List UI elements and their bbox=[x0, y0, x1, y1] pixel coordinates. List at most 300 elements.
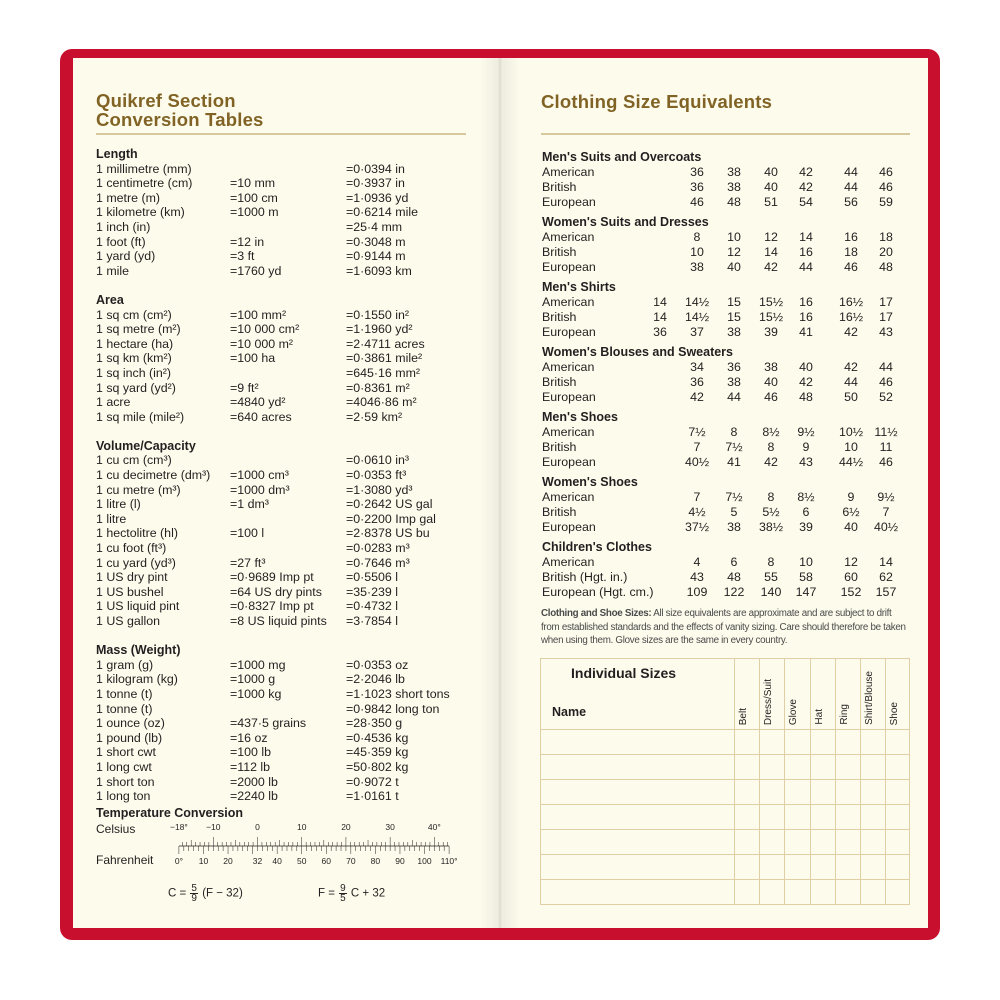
size-value: 40 bbox=[764, 375, 778, 389]
equivalent-cell: =10 mm bbox=[230, 176, 276, 191]
fahrenheit-tick-label: 100 bbox=[417, 856, 432, 866]
conversion-row bbox=[96, 541, 476, 556]
size-value: 36 bbox=[690, 180, 704, 194]
conversion-row bbox=[96, 453, 476, 468]
unit-cell: 1 US liquid pint bbox=[96, 599, 180, 614]
size-value: 9½ bbox=[877, 490, 895, 504]
size-value: 14 bbox=[653, 295, 667, 309]
size-value: 48 bbox=[727, 195, 741, 209]
clothing-group bbox=[542, 540, 910, 600]
size-value: 58 bbox=[799, 570, 813, 584]
formula-c-suffix: (F − 32) bbox=[202, 887, 243, 900]
fahrenheit-tick-label: 32 bbox=[252, 856, 263, 866]
formula-f-denominator: 5 bbox=[340, 893, 346, 904]
clothing-title: Clothing Size Equivalents bbox=[541, 91, 773, 112]
size-system-label: British bbox=[542, 180, 577, 194]
clothing-group bbox=[542, 345, 910, 405]
size-value: 59 bbox=[879, 195, 893, 209]
size-column-header bbox=[860, 659, 885, 729]
size-value: 6 bbox=[802, 505, 810, 519]
size-value: 15½ bbox=[758, 310, 784, 324]
size-value: 40 bbox=[764, 165, 778, 179]
size-row bbox=[542, 425, 910, 440]
size-value: 41 bbox=[727, 455, 741, 469]
size-column-label: Shoe bbox=[889, 701, 901, 725]
size-value: 40 bbox=[727, 260, 741, 274]
size-value: 14½ bbox=[684, 295, 710, 309]
conversion-row bbox=[96, 702, 476, 717]
conversion-section bbox=[96, 643, 476, 804]
formula-f-numerator: 9 bbox=[340, 883, 346, 894]
size-row bbox=[542, 505, 910, 520]
unit-cell: 1 sq mile (mile²) bbox=[96, 409, 185, 424]
size-value: 50 bbox=[844, 390, 858, 404]
size-value: 15½ bbox=[758, 295, 784, 309]
size-value: 44 bbox=[844, 375, 858, 389]
equivalent-cell: =1000 dm³ bbox=[230, 482, 290, 497]
size-value: 42 bbox=[844, 325, 858, 339]
size-value: 16 bbox=[799, 245, 813, 259]
conversion-tables bbox=[96, 147, 476, 818]
grid-row-line bbox=[541, 754, 909, 755]
size-column-label: Glove bbox=[788, 698, 800, 725]
unit-cell: 1 US bushel bbox=[96, 584, 164, 599]
conversion-row bbox=[96, 235, 476, 250]
conversion-row bbox=[96, 745, 476, 760]
size-row bbox=[542, 490, 910, 505]
size-value: 46 bbox=[764, 390, 778, 404]
conversion-row bbox=[96, 570, 476, 585]
conversion-cell: =35·239 l bbox=[346, 584, 399, 599]
size-value: 48 bbox=[879, 260, 893, 274]
celsius-tick-label: 10 bbox=[296, 822, 307, 832]
size-value: 12 bbox=[844, 555, 858, 569]
size-value: 18 bbox=[844, 245, 858, 259]
size-value: 46 bbox=[879, 180, 893, 194]
size-value: 44 bbox=[879, 360, 893, 374]
size-row bbox=[542, 360, 910, 375]
conversion-row bbox=[96, 395, 476, 410]
unit-cell: 1 sq metre (m²) bbox=[96, 322, 181, 337]
celsius-tick-label: 30 bbox=[385, 822, 395, 832]
size-system-label: British bbox=[542, 310, 577, 324]
size-column-label: Dress/Suit bbox=[763, 678, 775, 725]
size-value: 14 bbox=[653, 310, 667, 324]
size-value: 40½ bbox=[684, 455, 710, 469]
formula-c-denominator: 9 bbox=[191, 893, 197, 904]
unit-cell: 1 sq cm (cm²) bbox=[96, 307, 172, 322]
size-value: 42 bbox=[764, 455, 778, 469]
size-value: 14 bbox=[799, 230, 813, 244]
size-value: 7 bbox=[882, 505, 890, 519]
size-value: 14 bbox=[764, 245, 778, 259]
unit-cell: 1 litre (l) bbox=[96, 497, 141, 512]
conversion-row bbox=[96, 760, 476, 775]
size-value: 44 bbox=[727, 390, 741, 404]
fahrenheit-tick-label: 60 bbox=[321, 856, 331, 866]
size-value: 37½ bbox=[684, 520, 710, 534]
grid-row-line bbox=[541, 904, 909, 905]
unit-cell: 1 cu cm (cm³) bbox=[96, 453, 172, 468]
individual-sizes-title: Individual Sizes bbox=[571, 665, 677, 681]
size-value: 38 bbox=[764, 360, 778, 374]
fahrenheit-label: Fahrenheit bbox=[96, 853, 154, 867]
conversion-row bbox=[96, 658, 476, 673]
size-value: 20 bbox=[879, 245, 893, 259]
clothing-group bbox=[542, 280, 910, 340]
celsius-formula bbox=[168, 884, 243, 903]
unit-cell: 1 short ton bbox=[96, 774, 155, 789]
conversion-cell: =2·2046 lb bbox=[346, 672, 405, 687]
size-value: 10 bbox=[727, 230, 741, 244]
size-value: 42 bbox=[799, 165, 813, 179]
size-value: 16 bbox=[799, 310, 813, 324]
size-column-header bbox=[810, 659, 835, 729]
size-system-label: European bbox=[542, 455, 596, 469]
equivalent-cell: =0·9689 Imp pt bbox=[230, 570, 314, 585]
conversion-cell: =1·1023 short tons bbox=[346, 686, 450, 701]
equivalent-cell: =27 ft³ bbox=[230, 555, 266, 570]
equivalent-cell: =2240 lb bbox=[230, 789, 278, 804]
size-value: 46 bbox=[879, 455, 893, 469]
size-system-label: European bbox=[542, 325, 596, 339]
unit-cell: 1 sq yard (yd²) bbox=[96, 380, 176, 395]
conversion-cell: =0·3048 m bbox=[346, 234, 406, 249]
celsius-tick-label: 20 bbox=[341, 822, 351, 832]
size-value: 52 bbox=[879, 390, 893, 404]
conversion-cell: =0·9144 m bbox=[346, 249, 406, 264]
section-heading: Length bbox=[96, 147, 138, 161]
grid-row-line bbox=[541, 879, 909, 880]
temperature-conversion bbox=[96, 806, 476, 916]
size-value: 10 bbox=[690, 245, 704, 259]
size-system-label: European bbox=[542, 520, 596, 534]
size-value: 4 bbox=[693, 555, 701, 569]
conversion-cell: =0·6214 mile bbox=[346, 205, 418, 220]
fahrenheit-tick-label: 0° bbox=[174, 856, 183, 866]
size-system-label: British bbox=[542, 440, 577, 454]
size-column-header bbox=[759, 659, 784, 729]
equivalent-cell: =112 lb bbox=[230, 759, 271, 774]
conversion-cell: =0·9842 long ton bbox=[346, 701, 440, 716]
equivalent-cell: =16 oz bbox=[230, 730, 268, 745]
conversion-cell: =645·16 mm² bbox=[346, 365, 421, 380]
fahrenheit-tick-label: 40 bbox=[272, 856, 282, 866]
equivalent-cell: =1000 m bbox=[230, 205, 279, 220]
equivalent-cell: =2000 lb bbox=[230, 774, 278, 789]
size-system-label: American bbox=[542, 490, 595, 504]
unit-cell: 1 kilogram (kg) bbox=[96, 672, 178, 687]
page-gutter bbox=[480, 58, 520, 928]
unit-cell: 1 cu foot (ft³) bbox=[96, 541, 167, 556]
conversion-row bbox=[96, 556, 476, 571]
conversion-row bbox=[96, 512, 476, 527]
sizes-note bbox=[541, 607, 911, 648]
size-row bbox=[542, 260, 910, 275]
conversion-row bbox=[96, 191, 476, 206]
conversion-row bbox=[96, 249, 476, 264]
size-value: 44 bbox=[844, 165, 858, 179]
size-value: 46 bbox=[879, 165, 893, 179]
unit-cell: 1 ounce (oz) bbox=[96, 716, 165, 731]
celsius-tick-label: 0 bbox=[255, 822, 260, 832]
size-value: 9 bbox=[802, 440, 810, 454]
conversion-row bbox=[96, 176, 476, 191]
clothing-group-heading: Children's Clothes bbox=[542, 540, 652, 554]
conversion-cell: =0·9072 t bbox=[346, 774, 399, 789]
size-system-label: American bbox=[542, 295, 595, 309]
conversion-row bbox=[96, 410, 476, 425]
size-value: 36 bbox=[727, 360, 741, 374]
size-column-header bbox=[885, 659, 910, 729]
equivalent-cell: =9 ft² bbox=[230, 380, 259, 395]
unit-cell: 1 tonne (t) bbox=[96, 686, 153, 701]
size-row bbox=[542, 375, 910, 390]
size-value: 5 bbox=[730, 505, 738, 519]
fahrenheit-tick-label: 10 bbox=[198, 856, 209, 866]
size-value: 42 bbox=[799, 180, 813, 194]
unit-cell: 1 long ton bbox=[96, 789, 151, 804]
clothing-group bbox=[542, 215, 910, 275]
size-column-header bbox=[734, 659, 759, 729]
unit-cell: 1 gram (g) bbox=[96, 657, 154, 672]
conversion-row bbox=[96, 381, 476, 396]
size-row bbox=[542, 520, 910, 535]
unit-cell: 1 US gallon bbox=[96, 614, 161, 628]
size-row bbox=[542, 230, 910, 245]
size-value: 7½ bbox=[725, 490, 743, 504]
size-row bbox=[542, 295, 910, 310]
size-value: 7½ bbox=[725, 440, 743, 454]
equivalent-cell: =10 000 cm² bbox=[230, 322, 300, 337]
size-value: 109 bbox=[686, 585, 708, 599]
size-system-label: European bbox=[542, 260, 596, 274]
conversion-row bbox=[96, 220, 476, 235]
size-value: 48 bbox=[727, 570, 741, 584]
size-value: 17 bbox=[879, 310, 893, 324]
clothing-group-heading: Men's Suits and Overcoats bbox=[542, 150, 702, 164]
conversion-row bbox=[96, 585, 476, 600]
size-value: 16 bbox=[844, 230, 858, 244]
size-system-label: European bbox=[542, 390, 596, 404]
size-value: 5½ bbox=[762, 505, 780, 519]
conversion-row bbox=[96, 337, 476, 352]
celsius-label: Celsius bbox=[96, 822, 136, 836]
size-system-label: British bbox=[542, 375, 577, 389]
conversion-cell: =0·0353 oz bbox=[346, 657, 409, 672]
size-value: 36 bbox=[690, 165, 704, 179]
grid-row-line bbox=[541, 829, 909, 830]
conversion-row bbox=[96, 264, 476, 279]
size-value: 43 bbox=[690, 570, 704, 584]
clothing-group bbox=[542, 410, 910, 470]
conversion-row bbox=[96, 731, 476, 746]
size-value: 140 bbox=[760, 585, 782, 599]
size-column-header bbox=[784, 659, 809, 729]
fahrenheit-formula bbox=[318, 884, 385, 903]
size-column-label: Hat bbox=[813, 709, 825, 725]
formula-c-prefix: C = bbox=[168, 887, 187, 900]
unit-cell: 1 hectare (ha) bbox=[96, 336, 174, 351]
equivalent-cell: =1000 cm³ bbox=[230, 468, 289, 483]
name-column-label: Name bbox=[552, 705, 587, 719]
size-value: 8 bbox=[767, 555, 775, 569]
unit-cell: 1 sq inch (in²) bbox=[96, 365, 172, 380]
size-value: 8 bbox=[767, 440, 775, 454]
conversion-cell: =1·6093 km bbox=[346, 263, 412, 278]
individual-sizes-table bbox=[540, 658, 910, 905]
size-column-label: Shirt/Blouse bbox=[864, 671, 875, 725]
conversion-cell: =2·4711 acres bbox=[346, 336, 425, 351]
conversion-row bbox=[96, 775, 476, 790]
conversion-row bbox=[96, 687, 476, 702]
size-value: 38 bbox=[727, 520, 741, 534]
equivalent-cell: =1760 yd bbox=[230, 263, 282, 278]
unit-cell: 1 long cwt bbox=[96, 759, 152, 774]
size-value: 122 bbox=[723, 585, 745, 599]
formula-f-prefix: F = bbox=[318, 887, 335, 900]
equivalent-cell: =64 US dry pints bbox=[230, 584, 322, 599]
conversion-cell: =0·0394 in bbox=[346, 161, 405, 176]
size-value: 36 bbox=[653, 325, 667, 339]
celsius-tick-label: −10 bbox=[206, 822, 221, 832]
size-value: 147 bbox=[795, 585, 817, 599]
size-value: 10 bbox=[799, 555, 813, 569]
size-system-label: British bbox=[542, 505, 577, 519]
size-value: 4½ bbox=[688, 505, 706, 519]
size-value: 38½ bbox=[758, 520, 784, 534]
size-row bbox=[542, 440, 910, 455]
equivalent-cell: =1000 mg bbox=[230, 657, 286, 672]
conversion-row bbox=[96, 483, 476, 498]
conversion-section bbox=[96, 293, 476, 424]
conversion-row bbox=[96, 468, 476, 483]
size-column-label: Ring bbox=[838, 704, 850, 725]
size-value: 39 bbox=[764, 325, 778, 339]
conversion-cell: =0·0610 in³ bbox=[346, 453, 410, 468]
size-system-label: American bbox=[542, 360, 595, 374]
size-value: 8 bbox=[767, 490, 775, 504]
unit-cell: 1 US dry pint bbox=[96, 570, 168, 585]
equivalent-cell: =4840 yd² bbox=[230, 395, 286, 410]
fahrenheit-tick-label: 70 bbox=[346, 856, 356, 866]
grid-row-line bbox=[541, 854, 909, 855]
conversion-cell: =0·4536 kg bbox=[346, 730, 409, 745]
unit-cell: 1 kilometre (km) bbox=[96, 205, 185, 220]
conversion-cell: =0·4732 l bbox=[346, 599, 399, 614]
size-value: 51 bbox=[764, 195, 778, 209]
size-system-label: European (Hgt. cm.) bbox=[542, 585, 654, 599]
size-value: 42 bbox=[690, 390, 704, 404]
size-value: 44 bbox=[844, 180, 858, 194]
size-value: 7 bbox=[693, 490, 701, 504]
size-value: 10 bbox=[844, 440, 858, 454]
clothing-group-heading: Women's Suits and Dresses bbox=[542, 215, 709, 229]
size-row bbox=[542, 555, 910, 570]
conversion-row bbox=[96, 162, 476, 177]
title-rule-right bbox=[541, 133, 910, 135]
size-value: 54 bbox=[799, 195, 813, 209]
size-row bbox=[542, 585, 910, 600]
unit-cell: 1 hectolitre (hl) bbox=[96, 526, 178, 541]
size-value: 8 bbox=[693, 230, 701, 244]
conversion-row bbox=[96, 351, 476, 366]
conversion-cell: =50·802 kg bbox=[346, 759, 409, 774]
equivalent-cell: =100 mm² bbox=[230, 307, 287, 322]
clothing-group bbox=[542, 150, 910, 210]
conversion-row bbox=[96, 205, 476, 220]
sizes-note-text: All size equivalents are approximate and are subject to drift from established standards and the effects of vanity sizing. Care should therefore be taken when using them. Glove sizes are the same in every country. bbox=[541, 608, 906, 646]
size-value: 14½ bbox=[684, 310, 710, 324]
conversion-cell: =1·1960 yd² bbox=[346, 322, 413, 337]
size-value: 34 bbox=[690, 360, 704, 374]
formula-f-fraction bbox=[339, 884, 347, 903]
size-system-label: American bbox=[542, 425, 595, 439]
size-value: 40½ bbox=[873, 520, 899, 534]
size-value: 40 bbox=[844, 520, 858, 534]
size-value: 14 bbox=[879, 555, 893, 569]
grid-row-line bbox=[541, 804, 909, 805]
formula-f-suffix: C + 32 bbox=[350, 887, 386, 900]
fahrenheit-tick-label: 80 bbox=[370, 856, 381, 866]
size-value: 38 bbox=[727, 165, 741, 179]
size-value: 17 bbox=[879, 295, 893, 309]
section-heading: Area bbox=[96, 292, 124, 307]
equivalent-cell: =640 acres bbox=[230, 409, 292, 424]
size-system-label: American bbox=[542, 230, 595, 244]
clothing-group-heading: Men's Shoes bbox=[542, 410, 618, 424]
equivalent-cell: =100 lb bbox=[230, 745, 271, 760]
size-value: 11½ bbox=[874, 425, 898, 439]
size-column-label: Belt bbox=[738, 707, 749, 725]
size-value: 46 bbox=[690, 195, 704, 209]
fahrenheit-tick-label: 110° bbox=[440, 856, 458, 866]
conversion-cell: =0·5506 l bbox=[346, 570, 399, 585]
size-system-label: American bbox=[542, 555, 595, 569]
unit-cell: 1 metre (m) bbox=[96, 190, 161, 205]
size-value: 37 bbox=[690, 325, 704, 339]
fahrenheit-tick-label: 20 bbox=[223, 856, 233, 866]
unit-cell: 1 cu decimetre (dm³) bbox=[96, 468, 211, 483]
size-value: 60 bbox=[844, 570, 858, 584]
conversion-cell: =28·350 g bbox=[346, 716, 403, 731]
equivalent-cell: =8 US liquid pints bbox=[230, 614, 327, 628]
conversion-cell: =0·0353 ft³ bbox=[346, 468, 407, 483]
unit-cell: 1 short cwt bbox=[96, 745, 156, 760]
size-value: 18 bbox=[879, 230, 893, 244]
title-rule-left bbox=[96, 133, 466, 135]
conversion-row bbox=[96, 308, 476, 323]
size-value: 38 bbox=[727, 375, 741, 389]
size-value: 9 bbox=[847, 490, 855, 504]
size-value: 46 bbox=[879, 375, 893, 389]
size-value: 36 bbox=[690, 375, 704, 389]
equivalent-cell: =100 cm bbox=[230, 190, 278, 205]
conversion-row bbox=[96, 497, 476, 512]
formula-c-fraction bbox=[190, 884, 198, 903]
clothing-group-heading: Women's Blouses and Sweaters bbox=[542, 345, 733, 359]
size-row bbox=[542, 195, 910, 210]
unit-cell: 1 cu yard (yd³) bbox=[96, 555, 176, 570]
equivalent-cell: =12 in bbox=[230, 234, 265, 249]
size-row bbox=[542, 165, 910, 180]
conversion-cell: =0·2200 Imp gal bbox=[346, 511, 436, 526]
unit-cell: 1 litre bbox=[96, 511, 127, 526]
unit-cell: 1 yard (yd) bbox=[96, 249, 156, 264]
unit-cell: 1 centimetre (cm) bbox=[96, 176, 193, 191]
equivalent-cell: =100 ha bbox=[230, 351, 276, 366]
size-value: 41 bbox=[799, 325, 813, 339]
